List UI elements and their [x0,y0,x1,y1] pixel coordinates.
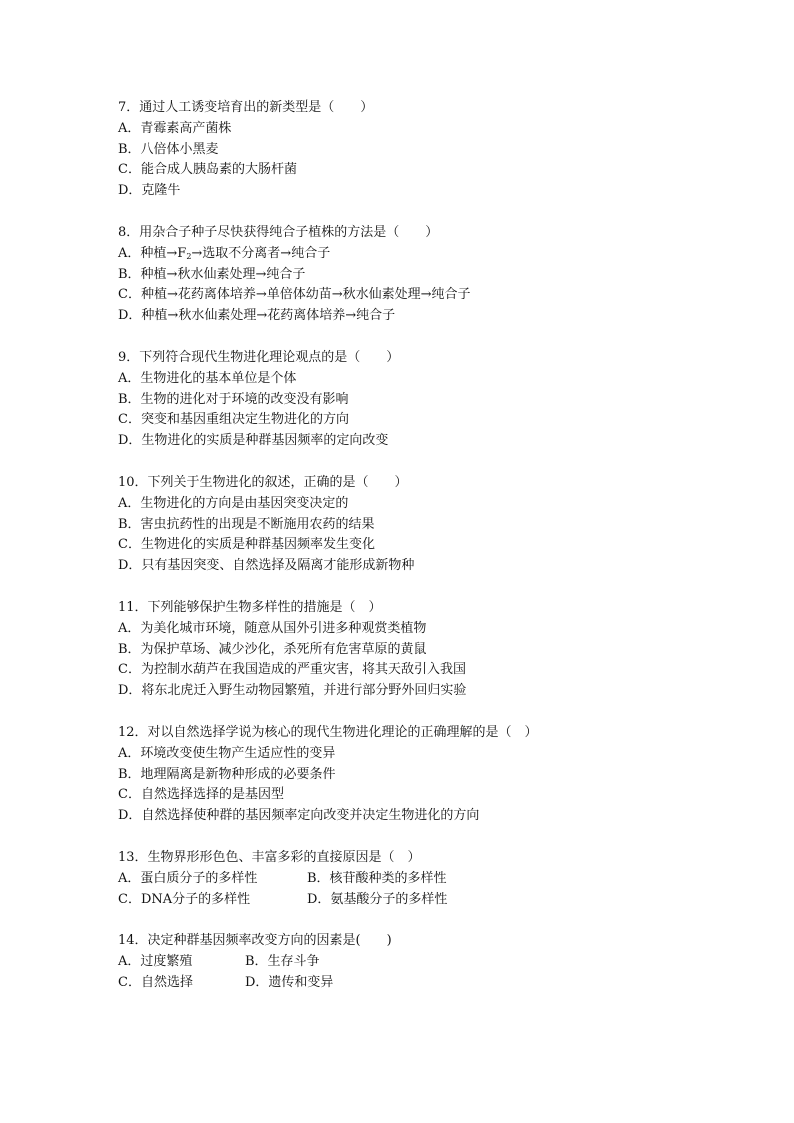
option-c: C．种植→花药离体培养→单倍体幼苗→秋水仙素处理→纯合子 [118,287,471,303]
option-a-text: A．种植→F [118,245,187,261]
option-c: C．自然选择选择的是基因型 [118,787,284,803]
option-row [118,973,718,994]
subscript: 2 [186,251,192,261]
option-row [118,952,718,973]
option-d: D．遗传和变异 [245,974,334,990]
question-stem: 10．下列关于生物进化的叙述，正确的是（ ） [118,474,408,490]
question-11 [118,598,718,702]
option-b: B．为保护草场、减少沙化，杀死所有危害草原的黄鼠 [118,641,427,657]
option-d: D．氨基酸分子的多样性 [307,891,448,907]
option-d: D．只有基因突变、自然选择及隔离才能形成新物种 [118,558,415,574]
question-stem: 8．用杂合子种子尽快获得纯合子植株的方法是（ ） [118,224,439,240]
option-a: A．生物进化的方向是由基因突变决定的 [118,495,349,511]
option-b: B．八倍体小黑麦 [118,141,219,157]
option-c: C．生物进化的实质是种群基因频率发生变化 [118,537,375,553]
question-13 [118,848,718,910]
option-a [118,244,718,265]
question-stem: 7．通过人工诱变培育出的新类型是（ ） [118,100,374,115]
option-a: A．为美化城市环境，随意从国外引进多种观赏类植物 [118,620,427,636]
option-b: B．生存斗争 [245,954,320,970]
option-a-text-end: →选取不分离者→纯合子 [191,245,331,261]
option-row [118,869,718,890]
question-stem: 9．下列符合现代生物进化理论观点的是（ ） [118,349,400,365]
question-12 [118,723,718,827]
option-c: C．DNA分子的多样性 [118,891,251,907]
question-stem: 14．决定种群基因频率改变方向的因素是( ) [118,933,392,949]
option-c: C．自然选择 [118,974,193,990]
option-b: B．生物的进化对于环境的改变没有影响 [118,391,349,407]
option-a: A．蛋白质分子的多样性 [118,870,258,886]
option-b: B．害虫抗药性的出现是不断施用农药的结果 [118,516,375,532]
question-7 [118,98,718,202]
option-d: D．自然选择使种群的基因频率定向改变并决定生物进化的方向 [118,808,480,824]
option-c: C．能合成人胰岛素的大肠杆菌 [118,162,297,178]
option-d: D．将东北虎迁入野生动物园繁殖，并进行部分野外回归实验 [118,683,467,699]
option-a: A．环境改变使生物产生适应性的变异 [118,745,336,761]
option-b: B．核苷酸种类的多样性 [307,870,447,886]
option-b: B．地理隔离是新物种形成的必要条件 [118,766,336,782]
question-stem: 12．对以自然选择学说为核心的现代生物进化理论的正确理解的是（ ） [118,724,538,740]
option-row [118,890,718,911]
question-list [118,98,718,1015]
option-d: D．生物进化的实质是种群基因频率的定向改变 [118,433,389,449]
option-b: B．种植→秋水仙素处理→纯合子 [118,266,306,282]
option-d: D．克隆牛 [118,183,181,199]
option-d: D．种植→秋水仙素处理→花药离体培养→纯合子 [118,308,396,324]
option-c: C．突变和基因重组决定生物进化的方向 [118,412,349,428]
question-9 [118,348,718,452]
question-14 [118,931,718,993]
question-stem: 11．下列能够保护生物多样性的措施是（ ） [118,599,382,615]
question-8 [118,223,718,327]
question-10 [118,473,718,577]
option-a: A．生物进化的基本单位是个体 [118,370,297,386]
option-a: A．过度繁殖 [118,954,193,970]
option-a: A．青霉素高产菌株 [118,120,232,136]
question-stem: 13．生物界形形色色、丰富多彩的直接原因是（ ） [118,849,421,865]
option-c: C．为控制水葫芦在我国造成的严重灾害，将其天敌引入我国 [118,662,466,678]
